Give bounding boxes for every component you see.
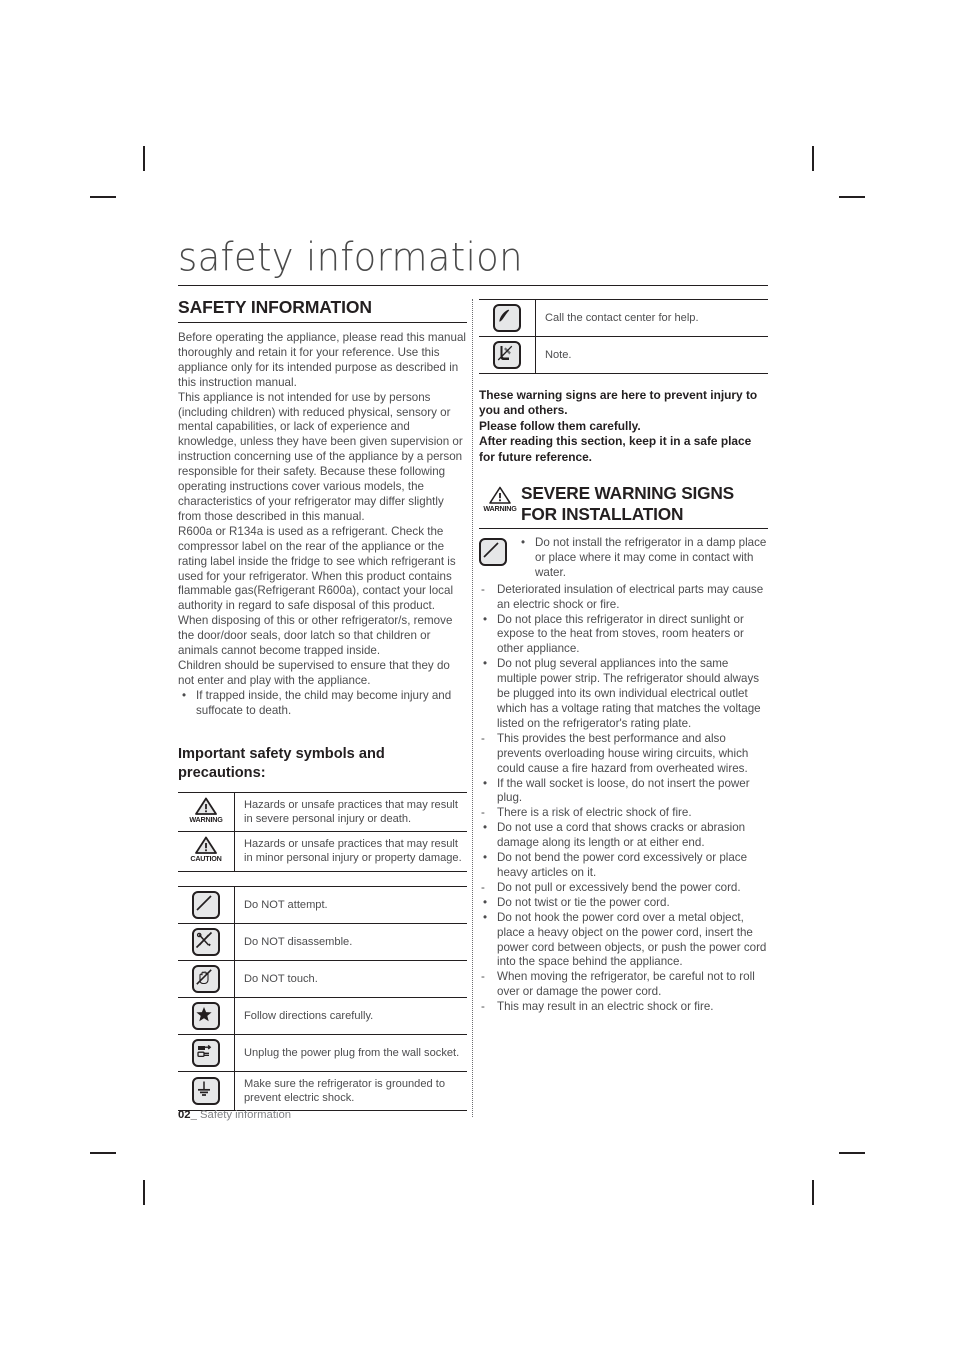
symbol-legend-table [178, 886, 467, 1112]
list-item [479, 970, 768, 1000]
crop-mark-top-left-vertical [143, 146, 145, 171]
list-item [479, 657, 768, 732]
table-row [178, 792, 467, 832]
left-column [178, 297, 467, 1111]
follow-directions-star-icon [192, 1002, 220, 1030]
phone-call-icon [493, 304, 521, 332]
intro-paragraph-2: This appliance is not intended for use by persons (including children) with reduced physical, sensory or mental capabilities, or lack of experience and knowledge, unless they have been given supervision or instruction concerning use of the appliance by a person responsible for their safety. Because these following operating instructions cover various models, the characteristics of your refrigerator may differ slightly from those described in this manual. [178, 390, 463, 523]
list-item-text: Do not install the refrigerator in a damp place or place where it may come in contact with water. [535, 536, 767, 579]
contact-symbols-table [479, 299, 768, 374]
first-warning-icon-wrap [479, 536, 517, 566]
list-item [479, 896, 768, 911]
table-row [178, 997, 467, 1034]
bullet-marker: • [483, 821, 488, 835]
list-item-text: Do not use a cord that shows cracks or abrasion damage along its length or at either end. [497, 821, 746, 850]
list-item [479, 1000, 768, 1015]
unplug-power-plug-icon [192, 1039, 220, 1067]
bullet-marker: - [481, 582, 485, 596]
symbol-icon-cell [479, 300, 536, 337]
footer-page-number: 02_ [178, 1109, 197, 1121]
symbol-icon-cell [178, 923, 235, 960]
bullet-marker: • [483, 895, 488, 909]
list-item [479, 881, 768, 896]
severe-warning-line-2: FOR INSTALLATION [521, 503, 684, 524]
list-item [178, 689, 467, 719]
crop-mark-bottom-left-horizontal [90, 1152, 116, 1154]
bullet-marker: • [483, 910, 488, 924]
intro-paragraph-3: R600a or R134a is used as a refrigerant. Check the compressor label on the rear of the appliance or the rating label inside the fridge to see which refrigerant is used for your refrigerator. When this product contains flammable gas(Refrigerant R600a), contact your local authority in regard to safe disposal of this product. [178, 524, 456, 613]
symbol-icon-cell [178, 1071, 235, 1111]
list-item-text: When moving the refrigerator, be careful not to roll over or damage the power cord. [497, 970, 755, 999]
symbol-text-cell: Make sure the refrigerator is grounded to prevent electric shock. [235, 1071, 468, 1111]
first-warning-bullet-list [517, 536, 768, 581]
warning-lead-line-1: These warning signs are here to prevent injury to you and others. [479, 388, 758, 418]
symbol-icon-cell [178, 997, 235, 1034]
list-item [479, 851, 768, 881]
list-item-text: Do not place this refrigerator in direct sunlight or expose to the heat from stoves, room heaters or other appliance. [497, 612, 744, 656]
list-item-text: Do not pull or excessively bend the power cord. [497, 880, 741, 894]
table-row [178, 1071, 467, 1111]
list-item [517, 536, 768, 581]
subheading-important-safety-symbols: Important safety symbols and precautions: [178, 745, 385, 781]
symbol-text-cell: Call the contact center for help. [536, 300, 769, 337]
severity-text-cell: Hazards or unsafe practices that may result in severe personal injury or death. [235, 792, 468, 832]
do-not-touch-icon [192, 965, 220, 993]
symbol-text-cell: Do NOT attempt. [235, 886, 468, 923]
table-row [178, 960, 467, 997]
page-title: safety information [178, 234, 523, 280]
severity-icon-cell [178, 792, 235, 832]
bullet-marker: • [521, 536, 526, 550]
first-warning-bullet-group [479, 536, 768, 581]
bullet-marker: - [481, 806, 485, 820]
note-pen-icon [493, 341, 521, 369]
severity-icon-cell [178, 832, 235, 872]
bullet-marker: - [481, 880, 485, 894]
table-row [178, 1034, 467, 1071]
list-item-text: This provides the best performance and also prevents overloading house wiring circuits, which could cause a fire hazard from overheated wires. [497, 731, 749, 775]
two-column-body [178, 297, 768, 1111]
do-not-attempt-icon [192, 891, 220, 919]
symbol-icon-cell [479, 337, 536, 374]
list-item-text: Do not twist or tie the power cord. [497, 895, 670, 909]
section-heading-safety-information: SAFETY INFORMATION [178, 297, 372, 317]
bullet-marker: • [483, 612, 488, 626]
left-bullet-list [178, 689, 467, 719]
list-item [479, 583, 768, 613]
installation-warning-list [479, 583, 768, 1015]
list-item [479, 821, 768, 851]
severe-warning-divider [479, 528, 768, 529]
table-row [178, 886, 467, 923]
column-divider [467, 297, 479, 1111]
right-column [479, 297, 768, 1111]
list-item-text: This may result in an electric shock or fire. [497, 1000, 714, 1014]
crop-mark-bottom-right-horizontal [839, 1152, 865, 1154]
symbol-text-cell: Unplug the power plug from the wall socket. [235, 1034, 468, 1071]
bullet-marker: - [481, 1000, 485, 1014]
list-item-text: There is a risk of electric shock of fire. [497, 806, 692, 820]
page-footer [178, 1109, 291, 1121]
intro-paragraph-1: Before operating the appliance, please read this manual thoroughly and retain it for your reference. Use this appliance only for its intended purpose as described in this instruction manual. [178, 331, 467, 389]
list-item-text: Do not plug several appliances into the same multiple power strip. The refrigerator should always be plugged into its own individual electrical outlet which has a voltage rating that matches the voltage listed on the refrigerator's rating plate. [497, 657, 761, 730]
list-item [479, 777, 768, 807]
title-divider [178, 285, 768, 286]
bullet-marker: - [481, 970, 485, 984]
severity-icon-label: WARNING [189, 814, 223, 824]
warning-lead-line-3: After reading this section, keep it in a safe place for future reference. [479, 434, 752, 464]
list-item [479, 613, 768, 658]
symbol-text-cell: Note. [536, 337, 769, 374]
list-item-text: Deteriorated insulation of electrical parts may cause an electric shock or fire. [497, 582, 764, 611]
symbol-text-cell: Follow directions carefully. [235, 997, 468, 1034]
symbol-icon-cell [178, 960, 235, 997]
symbol-icon-cell [178, 886, 235, 923]
symbol-text-cell: Do NOT disassemble. [235, 923, 468, 960]
severity-icon-label: CAUTION [190, 854, 222, 864]
do-not-disassemble-icon [192, 928, 220, 956]
crop-mark-top-left-horizontal [90, 196, 116, 198]
crop-mark-bottom-left-vertical [143, 1180, 145, 1205]
list-item-text: If the wall socket is loose, do not insert the power plug. [497, 776, 750, 805]
severity-icon-label: WARNING [483, 504, 517, 514]
list-item-text: Do not hook the power cord over a metal object, place a heavy object on the power cord, insert the power cord between objects, or push the power cord into the space behind the appliance. [497, 910, 767, 969]
list-item [479, 911, 768, 971]
crop-mark-bottom-right-vertical [812, 1180, 814, 1205]
bullet-marker: • [483, 657, 488, 671]
list-item [479, 806, 768, 821]
section-heading-divider [178, 322, 467, 323]
list-item-text: If trapped inside, the child may become injury and suffocate to death. [196, 688, 452, 717]
footer-section-name: Safety information [200, 1109, 292, 1121]
severity-symbols-table [178, 792, 467, 872]
crop-mark-top-right-vertical [812, 146, 814, 171]
bullet-marker: • [483, 851, 488, 865]
symbol-text-cell: Do NOT touch. [235, 960, 468, 997]
caution-triangle-icon [190, 836, 221, 862]
severe-warning-line-1: SEVERE WARNING SIGNS [521, 483, 735, 504]
bullet-marker: • [483, 776, 488, 790]
bullet-marker: - [481, 731, 485, 745]
warning-triangle-icon [189, 797, 222, 823]
table-row [178, 832, 467, 872]
table-row [479, 337, 768, 374]
severe-warning-heading-text [521, 483, 768, 524]
ground-earth-icon [192, 1077, 220, 1105]
list-item [479, 732, 768, 777]
crop-mark-top-right-horizontal [839, 196, 865, 198]
severe-warning-heading [479, 483, 768, 524]
warning-triangle-icon [479, 483, 521, 512]
do-not-attempt-icon [479, 538, 507, 566]
intro-paragraph-4: When disposing of this or other refrigerator/s, remove the door/door seals, door latch so that children or animals cannot become trapped inside. [178, 614, 453, 658]
list-item-text: Do not bend the power cord excessively or place heavy articles on it. [497, 851, 748, 879]
symbol-icon-cell [178, 1034, 235, 1071]
table-row [178, 923, 467, 960]
severity-text-cell: Hazards or unsafe practices that may result in minor personal injury or property damage. [235, 832, 468, 872]
table-spacer [178, 872, 467, 886]
intro-paragraph-5: Children should be supervised to ensure that they do not enter and play with the appliance. [178, 658, 450, 687]
page-content [178, 234, 768, 1111]
bullet-marker: • [182, 688, 187, 702]
warning-lead-line-2: Please follow them carefully. [479, 418, 641, 433]
table-row [479, 300, 768, 337]
